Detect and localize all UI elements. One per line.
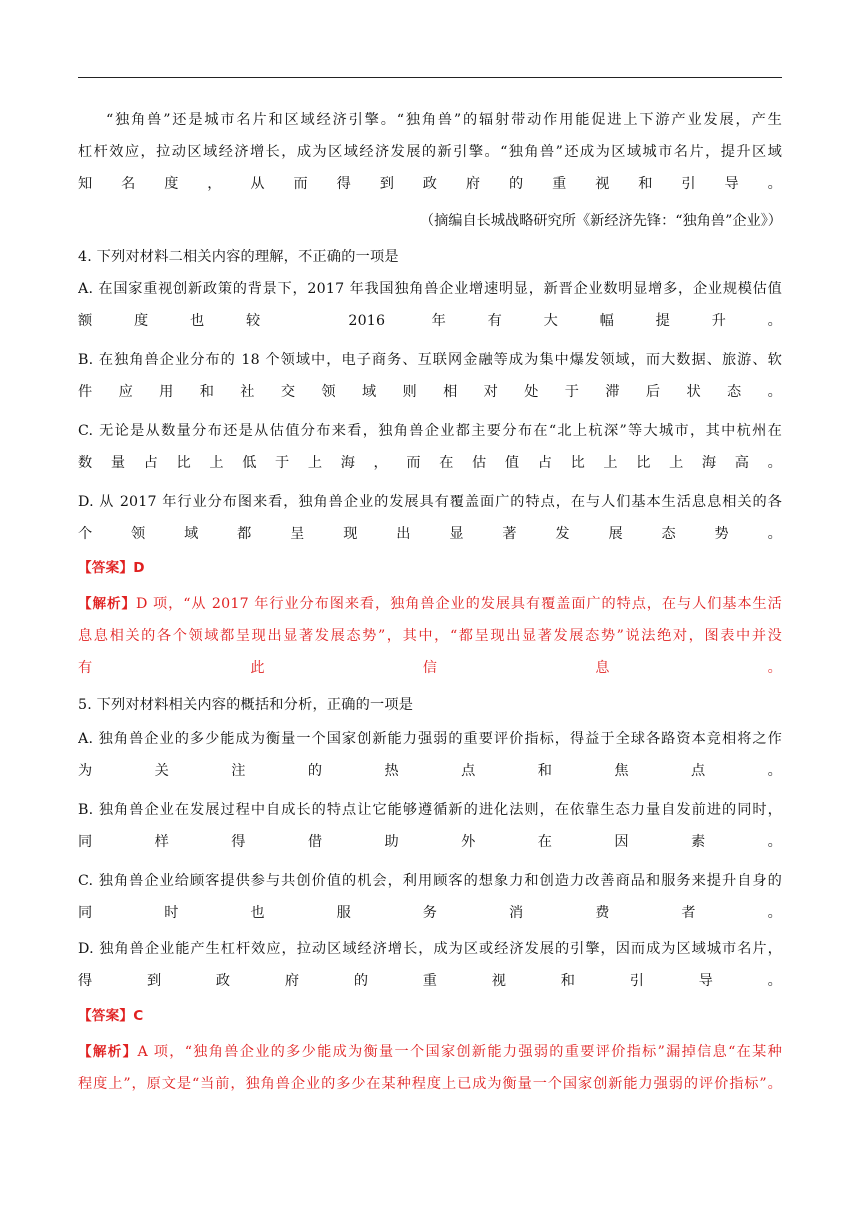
q4-analysis-line-2: 息息相关的各个领域都呈现出显著发展态势”，其中，“都呈现出显著发展态势”说法绝对，图表中并没 — [78, 628, 782, 644]
intro-line-2: 杠杆效应，拉动区域经济增长，成为区域经济发展的新引擎。“独角兽”还成为区域城市名片，提升区域 — [78, 144, 782, 160]
q5-option-a-line-1: A. 独角兽企业的多少能成为衡量一个国家创新能力强弱的重要评价指标，得益于全球各路资本竞相将之作 — [78, 731, 782, 747]
q4-option-a-line-1: A. 在国家重视创新政策的背景下，2017 年我国独角兽企业增速明显，新晋企业数明显增多，企业规模估值 — [78, 281, 782, 297]
q5-option-b — [78, 794, 782, 858]
q4-analysis-line-1: D 项，“从 2017 年行业分布图来看，独角兽企业的发展具有覆盖面广的特点，在与人们基本生活 — [136, 596, 782, 612]
q4-option-a-line-2: 额度也较 2016 年有大幅提升。 — [78, 313, 782, 329]
q5-option-c-line-1: C. 独角兽企业给顾客提供参与共创价值的机会，利用顾客的想象力和创造力改善商品和服务来提升自身的 — [78, 873, 782, 889]
q4-analysis-line-3: 有此信息。 — [78, 660, 782, 676]
q4-answer-value: D — [133, 560, 145, 576]
q4-analysis — [78, 588, 782, 684]
intro-line-3: 知名度，从而得到政府的重视和引导。 — [78, 176, 782, 192]
q5-option-a-line-2: 为关注的热点和焦点。 — [78, 763, 782, 779]
q4-option-b-line-2: 件应用和社交领域则相对处于滞后状态。 — [78, 384, 782, 400]
q5-option-a — [78, 723, 782, 787]
q5-analysis-line-1: A 项，“独角兽企业的多少能成为衡量一个国家创新能力强弱的重要评价指标”漏掉信息“在某种 — [137, 1044, 782, 1060]
q4-option-c — [78, 415, 782, 479]
q5-option-b-line-2: 同样得借助外在因素。 — [78, 834, 782, 850]
q5-option-c-line-2: 同时也服务消费者。 — [78, 905, 782, 921]
source-citation: （摘编自长城战略研究所《新经济先锋：“独角兽”企业》） — [419, 213, 782, 229]
q4-analysis-tag: 【解析】 — [78, 596, 137, 612]
q4-option-c-line-2: 数量占比上低于上海，而在估值占比上比上海高。 — [78, 455, 782, 471]
q4-option-a — [78, 273, 782, 337]
q4-answer-tag: 【答案】 — [78, 560, 134, 576]
q5-option-b-line-1: B. 独角兽企业在发展过程中自成长的特点让它能够遵循新的进化法则，在依靠生态力量自发前进的同时， — [78, 802, 782, 818]
q5-stem: 5. 下列对材料相关内容的概括和分析，正确的一项是 — [78, 697, 414, 713]
q5-option-d-line-1: D. 独角兽企业能产生杠杆效应，拉动区域经济增长，成为区或经济发展的引擎，因而成为区域城市名片， — [78, 941, 782, 957]
q4-option-b — [78, 344, 782, 408]
q5-option-d-line-2: 得到政府的重视和引导。 — [78, 973, 782, 989]
intro-paragraph — [78, 104, 782, 200]
intro-line-1: “独角兽”还是城市名片和区域经济引擎。“独角兽”的辐射带动作用能促进上下游产业发展，产生 — [106, 112, 782, 128]
q4-option-d — [78, 486, 782, 550]
q4-option-d-line-2: 个领域都呈现出显著发展态势。 — [78, 526, 782, 542]
q5-analysis-tag: 【解析】 — [78, 1044, 138, 1060]
q4-option-b-line-1: B. 在独角兽企业分布的 18 个领域中，电子商务、互联网金融等成为集中爆发领域，而大数据、旅游、软 — [78, 352, 782, 368]
q4-option-d-line-1: D. 从 2017 年行业分布图来看，独角兽企业的发展具有覆盖面广的特点，在与人们基本生活息息相关的各 — [78, 494, 782, 510]
q4-option-c-line-1: C. 无论是从数量分布还是从估值分布来看，独角兽企业都主要分布在“北上杭深”等大城市，其中杭州在 — [78, 423, 782, 439]
q5-answer-tag: 【答案】 — [78, 1008, 134, 1024]
q5-option-d — [78, 933, 782, 997]
q5-option-c — [78, 865, 782, 929]
q5-answer — [78, 1000, 782, 1032]
header-rule — [78, 77, 782, 78]
q4-stem: 4. 下列对材料二相关内容的理解，不正确的一项是 — [78, 249, 399, 265]
q5-analysis-line-2: 程度上”，原文是“当前，独角兽企业的多少在某种程度上已成为衡量一个国家创新能力强弱的评价指标”。 — [78, 1076, 782, 1092]
q5-analysis — [78, 1036, 782, 1100]
q5-answer-value: C — [133, 1008, 144, 1024]
q4-answer — [78, 552, 782, 584]
